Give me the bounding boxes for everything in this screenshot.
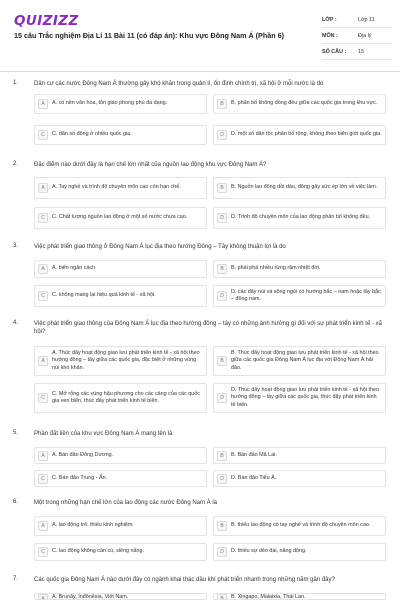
option-a[interactable] — [34, 260, 207, 278]
page-title: 15 câu Trắc nghiệm Địa Lí 11 Bài 11 (có đáp án): Khu vực Đông Nam Á (Phần 6) — [14, 31, 285, 40]
question-number: 5. — [13, 430, 19, 436]
question-number: 7. — [13, 576, 19, 582]
option-c[interactable] — [34, 125, 207, 145]
question-number: 4. — [13, 320, 19, 326]
option-letter-badge: A — [38, 99, 48, 109]
option-text: D. các dãy núi và sông ngòi có hướng bắc – nam hoặc tây bắc – đông nam. — [231, 288, 381, 302]
option-text: A. biển ngăn cách. — [52, 265, 97, 272]
option-text: C. dân số đông ở nhiều quốc gia. — [52, 131, 132, 138]
meta-row-subject — [322, 28, 392, 44]
meta-key: SỐ CÂU : — [322, 48, 347, 55]
option-b[interactable] — [213, 593, 386, 600]
option-letter-badge: B — [217, 99, 227, 109]
option-c[interactable] — [34, 285, 207, 307]
option-text: B. phân bố không đồng đều giữa các quốc gia trong khu vực. — [231, 100, 378, 107]
option-letter-badge: B — [217, 451, 227, 461]
option-d[interactable] — [213, 543, 386, 561]
option-c[interactable] — [34, 207, 207, 229]
option-letter-badge: C — [38, 291, 48, 301]
option-letter-badge: A — [38, 521, 48, 531]
question-text: Một trong những hạn chế lớn của lao động các nước Đông Nam Á là — [34, 500, 218, 506]
option-b[interactable] — [213, 260, 386, 278]
option-text: D. Trình độ chuyên môn của lao động phân bố không đều. — [231, 214, 371, 221]
option-text: C. Chất lượng nguồn lao động ở một số nước chưa cao. — [52, 214, 188, 221]
meta-row-grade — [322, 12, 392, 28]
option-letter-badge: D — [217, 213, 227, 223]
option-b[interactable] — [213, 516, 386, 536]
option-letter-badge: D — [217, 291, 227, 301]
option-letter-badge: A — [38, 264, 48, 274]
option-b[interactable] — [213, 447, 386, 464]
meta-table — [322, 12, 392, 60]
meta-key: LỚP : — [322, 16, 337, 23]
option-a[interactable] — [34, 177, 207, 199]
option-letter-badge: B — [217, 183, 227, 193]
option-a[interactable] — [34, 516, 207, 536]
option-text: B. phải phá nhiều rừng rậm nhiệt đới. — [231, 265, 321, 272]
question-text: Việc phát triển giao thông ở Đông Nam Á lục địa theo hướng Đông – Tây không thuận lợi là do — [34, 244, 286, 250]
question-number: 1. — [13, 80, 19, 86]
option-letter-badge: B — [217, 594, 227, 600]
option-text: A. Brunây, Inđônêxia, Việt Nam. — [52, 594, 129, 600]
option-d[interactable] — [213, 285, 386, 307]
option-text: D. Bán đảo Tiểu Á. — [231, 474, 277, 481]
question-text: Đặc điểm nào dưới đây là hạn chế lớn nhất của nguồn lao động khu vực Đông Nam Á? — [34, 162, 267, 168]
option-a[interactable] — [34, 346, 207, 376]
option-letter-badge: B — [217, 356, 227, 366]
question-text: Phần đất liền của khu vực Đông Nam Á mang tên là — [34, 431, 173, 437]
option-b[interactable] — [213, 346, 386, 376]
option-text: B. Xingapo, Malaixia, Thái Lan. — [231, 594, 306, 600]
option-letter-badge: A — [38, 594, 48, 600]
question-number: 6. — [13, 499, 19, 505]
option-text: B. Thúc đẩy hoạt động giao lưu phát triển kinh tế - xã hội theo giữa các quốc gia Đông Nam Á lục địa với Đông Nam Á hải đảo. — [231, 350, 379, 371]
option-letter-badge: C — [38, 474, 48, 484]
question-text: Việc phát triển giao thông của Đông Nam Á lục địa theo hướng đông – tây có những ảnh hưởng gì đối với sự phát triển kinh tế - xã hội? — [34, 321, 382, 336]
header — [0, 0, 400, 66]
option-letter-badge: A — [38, 183, 48, 193]
option-text: C. Mở rộng các vùng hậu phương cho các cảng của các quốc gia ven biển, thúc đẩy phát triển kinh tế biển. — [52, 390, 200, 404]
option-letter-badge: C — [38, 130, 48, 140]
option-d[interactable] — [213, 383, 386, 413]
option-letter-badge: D — [217, 130, 227, 140]
option-c[interactable] — [34, 470, 207, 487]
option-a[interactable] — [34, 593, 207, 600]
option-letter-badge: D — [217, 393, 227, 403]
question-number: 3. — [13, 243, 19, 249]
option-text: A. có nền văn hóa, tôn giáo phong phú đa dạng. — [52, 100, 168, 107]
meta-value: Địa lý — [358, 32, 372, 39]
question-text: Dân cư các nước Đông Nam Á thường gây khó khăn trong quản lí, ổn định chính trị, xã hội ở mỗi nước là do — [34, 81, 324, 87]
option-b[interactable] — [213, 94, 386, 114]
meta-value: 15 — [358, 48, 364, 55]
option-d[interactable] — [213, 207, 386, 229]
option-letter-badge: C — [38, 393, 48, 403]
option-b[interactable] — [213, 177, 386, 199]
option-letter-badge: A — [38, 356, 48, 366]
option-a[interactable] — [34, 447, 207, 464]
option-c[interactable] — [34, 383, 207, 413]
option-text: D. một số dân tộc phân bố rộng, không theo biên giới quốc gia. — [231, 131, 382, 138]
meta-key: MÔN : — [322, 32, 338, 39]
option-letter-badge: B — [217, 521, 227, 531]
option-text: D. thiếu sự dẻo dai, năng động. — [231, 548, 307, 555]
option-text: B. Nguồn lao động dồi dào, đông gây sức ép lớn về việc làm. — [231, 184, 378, 191]
option-text: C. không mang lại hiệu quả kinh tế - xã hội. — [52, 292, 156, 299]
option-text: A. Thúc đẩy hoạt động giao lưu phát triển kinh tế - xã hội theo hướng đông – tây giữa các quốc gia, đặc biệt ở những vùng núi khó khăn. — [52, 350, 200, 371]
option-text: A. Tay nghề và trình độ chuyên môn cao còn hạn chế. — [52, 184, 181, 191]
option-letter-badge: A — [38, 451, 48, 461]
option-d[interactable] — [213, 470, 386, 487]
option-text: B. Bán đảo Mã Lai. — [231, 451, 277, 458]
question-number: 2. — [13, 161, 19, 167]
option-text: C. Bán đảo Trung - Ấn. — [52, 474, 108, 481]
option-text: C. lao động không cần cù, siêng năng. — [52, 548, 145, 555]
question-text: Các quốc gia Đông Nam Á nào dưới đây có ngành khai thác dầu khí phát triển nhanh trong những năm gần đây? — [34, 577, 335, 583]
option-text: A. lao động trẻ, thiếu kinh nghiệm. — [52, 522, 134, 529]
option-letter-badge: D — [217, 474, 227, 484]
option-letter-badge: C — [38, 213, 48, 223]
option-d[interactable] — [213, 125, 386, 145]
header-divider — [0, 71, 400, 72]
option-a[interactable] — [34, 94, 207, 114]
meta-value: Lớp 11 — [358, 16, 375, 23]
meta-row-count — [322, 44, 392, 60]
option-text: A. Bán đảo Đông Dương. — [52, 451, 114, 458]
option-text: D. Thúc đẩy hoạt động giao lưu phát triển kinh tế - xã hội theo hướng đông – tây giữa các quốc gia, thúc đẩy phát triển kinh tế biển. — [231, 387, 379, 408]
option-letter-badge: D — [217, 547, 227, 557]
option-letter-badge: C — [38, 547, 48, 557]
option-text: B. thiếu lao động có tay nghề và trình độ chuyên môn cao. — [231, 522, 371, 529]
quizizz-logo[interactable]: QUIZIZZ — [14, 13, 79, 29]
option-c[interactable] — [34, 543, 207, 561]
option-letter-badge: B — [217, 264, 227, 274]
